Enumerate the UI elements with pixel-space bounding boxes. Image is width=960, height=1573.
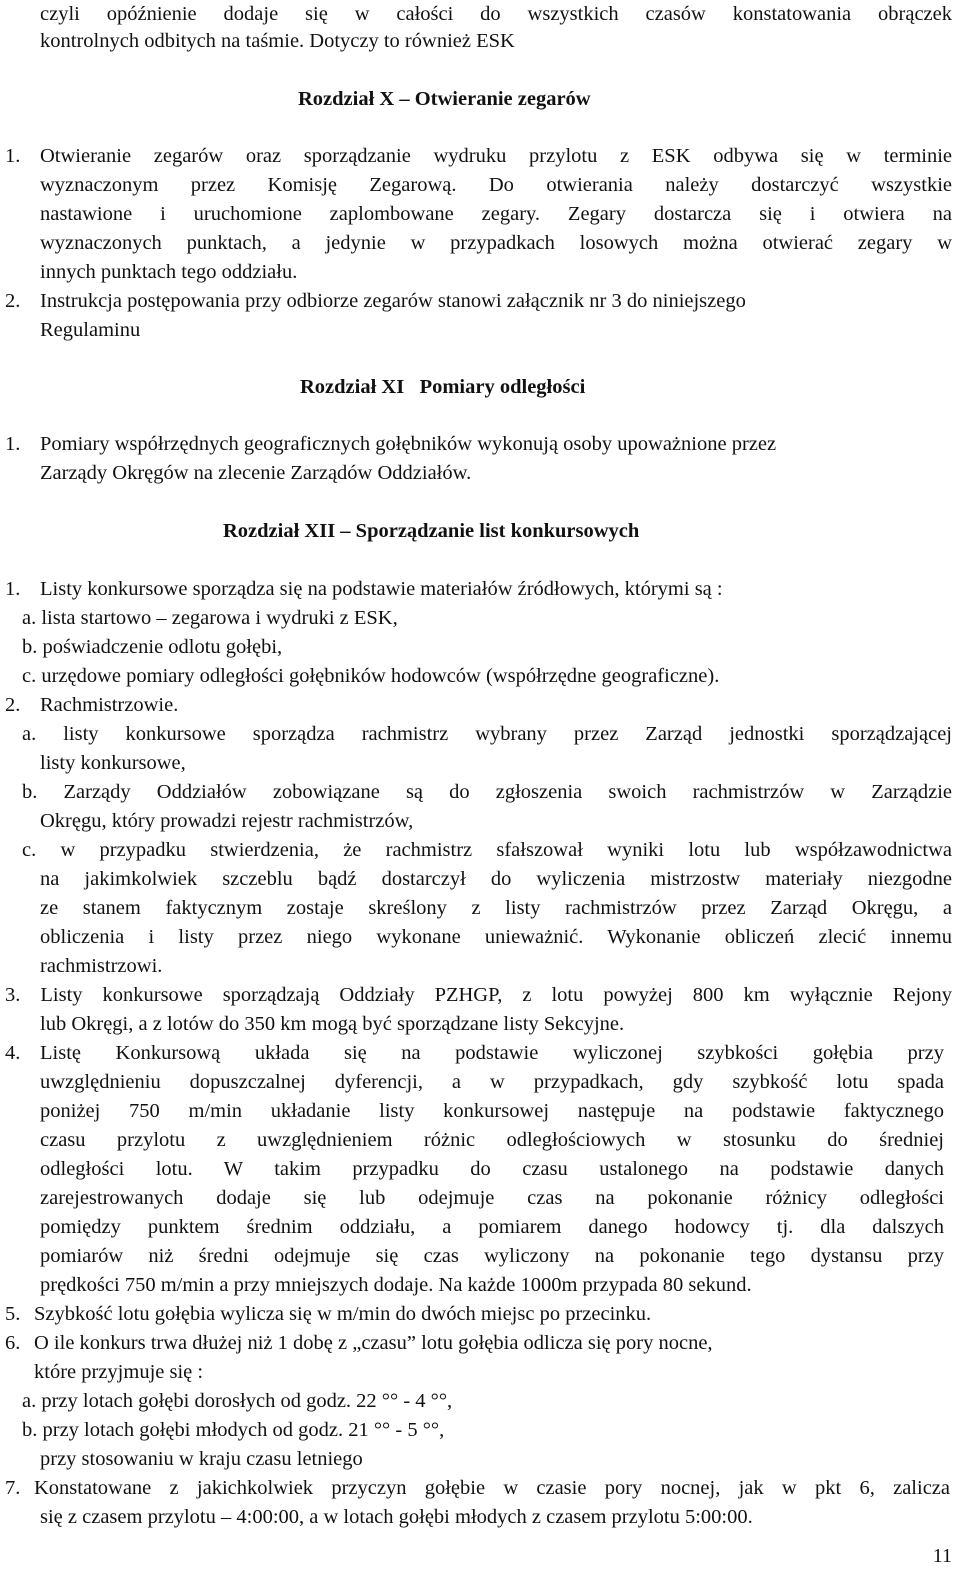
- ch12-p2-item-c: c. w przypadku stwierdzenia, że rachmistrz sfałszował wyniki lotu lub współzawodnictwa: [22, 839, 952, 861]
- page-number: 11: [932, 1545, 952, 1567]
- ch11-p1-line: Zarządy Okręgów na zlecenie Zarządów Oddziałów.: [40, 462, 472, 484]
- ch12-p6-number: 6.: [5, 1332, 21, 1354]
- intro-line-2: kontrolnych odbitych na taśmie. Dotyczy to również ESK: [40, 30, 515, 52]
- ch12-p4-number: 4.: [5, 1042, 21, 1064]
- ch12-p5-number: 5.: [5, 1303, 21, 1325]
- ch10-p2-number: 2.: [5, 290, 21, 312]
- ch10-p1-line: Otwieranie zegarów oraz sporządzanie wydruku przylotu z ESK odbywa się w terminie: [40, 145, 952, 167]
- ch12-p2-item-c: obliczenia i listy przez niego wykonane unieważnić. Wykonanie obliczeń zlecić innemu: [40, 926, 952, 948]
- ch12-p1-line: Listy konkursowe sporządza się na podstawie materiałów źródłowych, którymi są :: [40, 578, 723, 600]
- ch12-p4-line: zarejestrowanych dodaje się lub odejmuje czas na pokonanie różnicy odległości: [40, 1187, 944, 1209]
- ch12-p4-line: odległości lotu. W takim przypadku do czasu ustalonego na podstawie danych: [40, 1158, 944, 1180]
- ch10-p2-line: Instrukcja postępowania przy odbiorze zegarów stanowi załącznik nr 3 do niniejszego: [40, 290, 746, 312]
- intro-line-1: czyli opóźnienie dodaje się w całości do wszystkich czasów konstatowania obrączek: [40, 3, 952, 25]
- ch12-p1-item-b: b. poświadczenie odlotu gołębi,: [22, 636, 283, 658]
- ch12-p2-number: 2.: [5, 694, 21, 716]
- ch12-p4-line: czasu przylotu z uwzględnieniem różnic odległościowych w stosunku do średniej: [40, 1129, 944, 1151]
- ch12-p2-item-a: a. listy konkursowe sporządza rachmistrz wybrany przez Zarząd jednostki sporządzającej: [22, 723, 952, 745]
- ch12-p6-item-a: a. przy lotach gołębi dorosłych od godz. 22 °° - 4 °°,: [22, 1390, 453, 1412]
- chapter-10-title: Rozdział X – Otwieranie zegarów: [298, 88, 591, 110]
- ch12-p2-item-c: rachmistrzowi.: [40, 955, 163, 977]
- ch12-p2-item-b: b. Zarządy Oddziałów zobowiązane są do zgłoszenia swoich rachmistrzów w Zarządzie: [22, 781, 952, 803]
- ch11-p1-number: 1.: [5, 433, 21, 455]
- ch12-p7-line: się z czasem przylotu – 4:00:00, a w lotach gołębi młodych z czasem przylotu 5:00:00.: [40, 1506, 753, 1528]
- ch10-p1-line: wyznaczonym przez Komisję Zegarową. Do otwierania należy dostarczyć wszystkie: [40, 174, 952, 196]
- ch12-p2-item-b: Okręgu, który prowadzi rejestr rachmistrzów,: [40, 810, 414, 832]
- chapter-11-title: Rozdział XI Pomiary odległości: [300, 376, 586, 398]
- ch12-p3-line: lub Okręgi, a z lotów do 350 km mogą być sporządzane listy Sekcyjne.: [40, 1013, 625, 1035]
- ch12-p3-line: 3. Listy konkursowe sporządzają Oddziały PZHGP, z lotu powyżej 800 km wyłącznie Rejony: [5, 984, 952, 1006]
- ch10-p1-line: nastawione i uruchomione zaplombowane zegary. Zegary dostarcza się i otwiera na: [40, 203, 952, 225]
- ch12-p4-line: prędkości 750 m/min a przy mniejszych dodaje. Na każde 1000m przypada 80 sekund.: [40, 1274, 752, 1296]
- ch12-p6-line: które przyjmuje się :: [34, 1361, 204, 1383]
- ch12-p2-item-c: na jakimkolwiek szczeblu bądź dostarczył do wyliczenia mistrzostw materiały niezgodne: [40, 868, 952, 890]
- ch12-p2-item-c: ze stanem faktycznym zostaje skreślony z listy rachmistrzów przez Zarząd Okręgu, a: [40, 897, 952, 919]
- ch12-p2-line: Rachmistrzowie.: [40, 694, 179, 716]
- ch12-p4-line: Listę Konkursową układa się na podstawie wyliczonej szybkości gołębia przy: [40, 1042, 944, 1064]
- ch12-p6-item-b: b. przy lotach gołębi młodych od godz. 21 °° - 5 °°,: [22, 1419, 445, 1441]
- ch10-p2-line: Regulaminu: [40, 319, 141, 341]
- chapter-12-title: Rozdział XII – Sporządzanie list konkursowych: [223, 520, 640, 542]
- ch12-p6-line: O ile konkurs trwa dłużej niż 1 dobę z „czasu” lotu gołębia odlicza się pory nocne,: [34, 1332, 713, 1354]
- ch12-p7-number: 7.: [5, 1477, 21, 1499]
- ch12-p1-number: 1.: [5, 578, 21, 600]
- ch10-p1-line: innych punktach tego oddziału.: [40, 261, 298, 283]
- ch12-p4-line: poniżej 750 m/min układanie listy konkursowej następuje na podstawie faktycznego: [40, 1100, 944, 1122]
- ch12-p1-item-a: a. lista startowo – zegarowa i wydruki z ESK,: [22, 607, 398, 629]
- ch10-p1-line: wyznaczonych punktach, a jedynie w przypadkach losowych można otwierać zegary w: [40, 232, 952, 254]
- ch12-p7-line: Konstatowane z jakichkolwiek przyczyn gołębie w czasie pory nocnej, jak w pkt 6, zalicza: [34, 1477, 950, 1499]
- ch12-p6-item-c: przy stosowaniu w kraju czasu letniego: [40, 1448, 363, 1470]
- ch10-p1-number: 1.: [5, 145, 21, 167]
- ch12-p4-line: pomiarów niż średni odejmuje się czas wyliczony na pokonanie tego dystansu przy: [40, 1245, 944, 1267]
- ch12-p4-line: pomiędzy punktem średnim oddziału, a pomiarem danego hodowcy tj. dla dalszych: [40, 1216, 944, 1238]
- ch12-p2-item-a: listy konkursowe,: [40, 752, 186, 774]
- ch12-p4-line: uwzględnieniu dopuszczalnej dyferencji, a w przypadkach, gdy szybkość lotu spada: [40, 1071, 944, 1093]
- ch12-p5-line: Szybkość lotu gołębia wylicza się w m/min do dwóch miejsc po przecinku.: [34, 1303, 652, 1325]
- ch12-p1-item-c: c. urzędowe pomiary odległości gołębników hodowców (współrzędne geograficzne).: [22, 665, 720, 687]
- ch11-p1-line: Pomiary współrzędnych geograficznych gołębników wykonują osoby upoważnione przez: [40, 433, 777, 455]
